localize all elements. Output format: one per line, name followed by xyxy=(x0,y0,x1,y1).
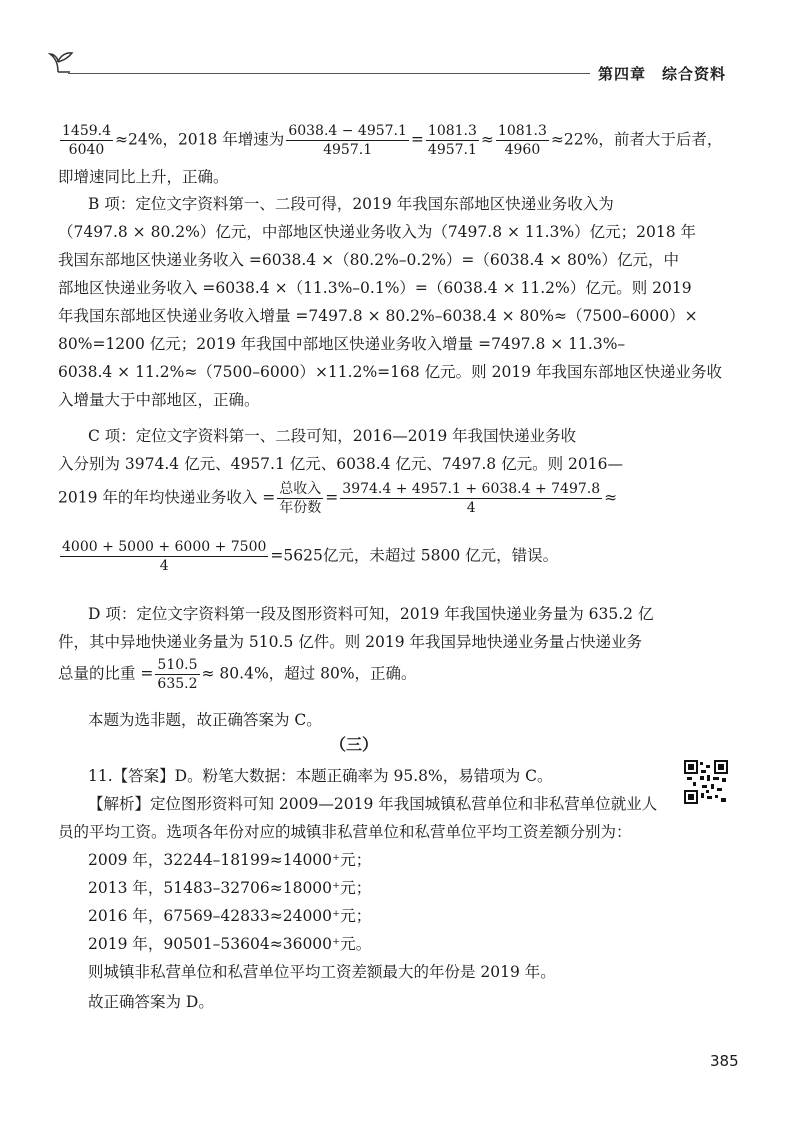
conclusion-line-2: 则城镇非私营单位和私营单位平均工资差额最大的年份是 2019 年。 xyxy=(88,963,556,981)
option-b-line-3: 我国东部地区快递业务收入 =6038.4 ×（80.2%–0.2%）=（6038.4 × 80%）亿元，中 xyxy=(58,251,679,269)
fraction: $\frac{4000 + 5000 + 6000 + 7500}{4}$ xyxy=(62,539,267,574)
option-d-line-3: 总量的比重 = $\frac{510.5}{635.2}$ ≈ 80.4%，超过 80%，正确。 xyxy=(58,657,417,692)
fraction: $\frac{6038.4 - 4957.1}{4957.1}$ xyxy=(288,123,407,158)
fraction: $\frac{3974.4 + 4957.1 + 6038.4 + 7497.8}{4}$ xyxy=(342,481,601,516)
section-title: （三） xyxy=(330,735,379,754)
option-b-line-6: 80%=1200 亿元；2019 年我国中部地区快递业务收入增量 =7497.8 × 11.3%– xyxy=(58,335,626,353)
line-1: $\frac{1459.4}{6040}$ ≈24%，2018 年增速为 $\frac{6038.4 - 4957.1}{4957.1}$ = $\frac{1081.3}{4957.1}$ ≈ $\frac{1081.3}{4960}$ ≈22%，前者大于后者， xyxy=(62,123,723,158)
year-2016-line: 2016 年，67569–42833≈24000⁺元； xyxy=(88,907,372,925)
qr-code-icon xyxy=(684,760,728,804)
answer-line: 11.【答案】D。粉笔大数据：本题正确率为 95.8%，易错项为 C。 xyxy=(88,767,553,785)
option-d-line-2: 件，其中异地快递业务量为 510.5 亿件。则 2019 年我国异地快递业务量占快递业务 xyxy=(58,633,643,651)
header-rule xyxy=(68,73,590,74)
fraction: $\frac{1459.4}{6040}$ xyxy=(62,123,111,158)
line-2: 即增速同比上升，正确。 xyxy=(58,168,229,186)
conclusion-line: 本题为选非题，故正确答案为 C。 xyxy=(88,711,322,729)
year-2019-line: 2019 年，90501–53604≈36000⁺元。 xyxy=(88,935,372,953)
option-b-line-7: 6038.4 × 11.2%≈（7500–6000）×11.2%=168 亿元。则 2019 年我国东部地区快递业务收 xyxy=(58,363,722,381)
option-b-line-1: B 项：定位文字资料第一、二段可得，2019 年我国东部地区快递业务收入为 xyxy=(88,195,614,213)
option-b-line-4: 部地区快递业务收入 =6038.4 ×（11.3%–0.1%）=（6038.4 × 11.2%）亿元。则 2019 xyxy=(58,279,692,297)
option-b-line-8: 入增量大于中部地区，正确。 xyxy=(58,391,260,409)
fraction: $\frac{\text{总收入}}{\text{年份数}}$ xyxy=(279,481,322,516)
fraction: $\frac{510.5}{635.2}$ xyxy=(157,657,198,692)
option-c-line-4: $\frac{4000 + 5000 + 6000 + 7500}{4}$ =5625亿元，未超过 5800 亿元，错误。 xyxy=(62,539,559,574)
option-b-line-5: 年我国东部地区快递业务收入增量 =7497.8 × 80.2%–6038.4 × 80%≈（7500–6000）× xyxy=(58,307,698,325)
year-2013-line: 2013 年，51483–32706≈18000⁺元； xyxy=(88,879,372,897)
fraction: $\frac{1081.3}{4960}$ xyxy=(497,123,547,158)
option-b-line-2: （7497.8 × 80.2%）亿元，中部地区快递业务收入为（7497.8 × 11.3%）亿元；2018 年 xyxy=(58,223,697,241)
final-answer-line: 故正确答案为 D。 xyxy=(88,993,214,1011)
analysis-line-2: 员的平均工资。选项各年份对应的城镇非私营单位和私营单位平均工资差额分别为： xyxy=(58,823,632,841)
page-number: 385 xyxy=(710,1052,739,1070)
option-c-line-3: 2019 年的年均快递业务收入 = $\frac{\text{总收入}}{\text{年份数}}$ = $\frac{3974.4 + 4957.1 + 6038.4 + 7497.8}{4}$ ≈ xyxy=(58,481,618,516)
leaf-icon xyxy=(44,44,76,76)
option-c-line-2: 入分别为 3974.4 亿元、4957.1 亿元、6038.4 亿元、7497.8 亿元。则 2016— xyxy=(58,455,623,473)
fraction: $\frac{1081.3}{4957.1}$ xyxy=(427,123,477,158)
option-c-line-1: C 项：定位文字资料第一、二段可知，2016—2019 年我国快递业务收 xyxy=(88,427,577,445)
year-2009-line: 2009 年，32244–18199≈14000⁺元； xyxy=(88,851,372,869)
chapter-title: 第四章 综合资料 xyxy=(598,65,727,83)
option-d-line-1: D 项：定位文字资料第一段及图形资料可知，2019 年我国快递业务量为 635.2 亿 xyxy=(88,605,654,623)
analysis-line-1: 【解析】定位图形资料可知 2009—2019 年我国城镇私营单位和非私营单位就业人 xyxy=(88,795,658,813)
